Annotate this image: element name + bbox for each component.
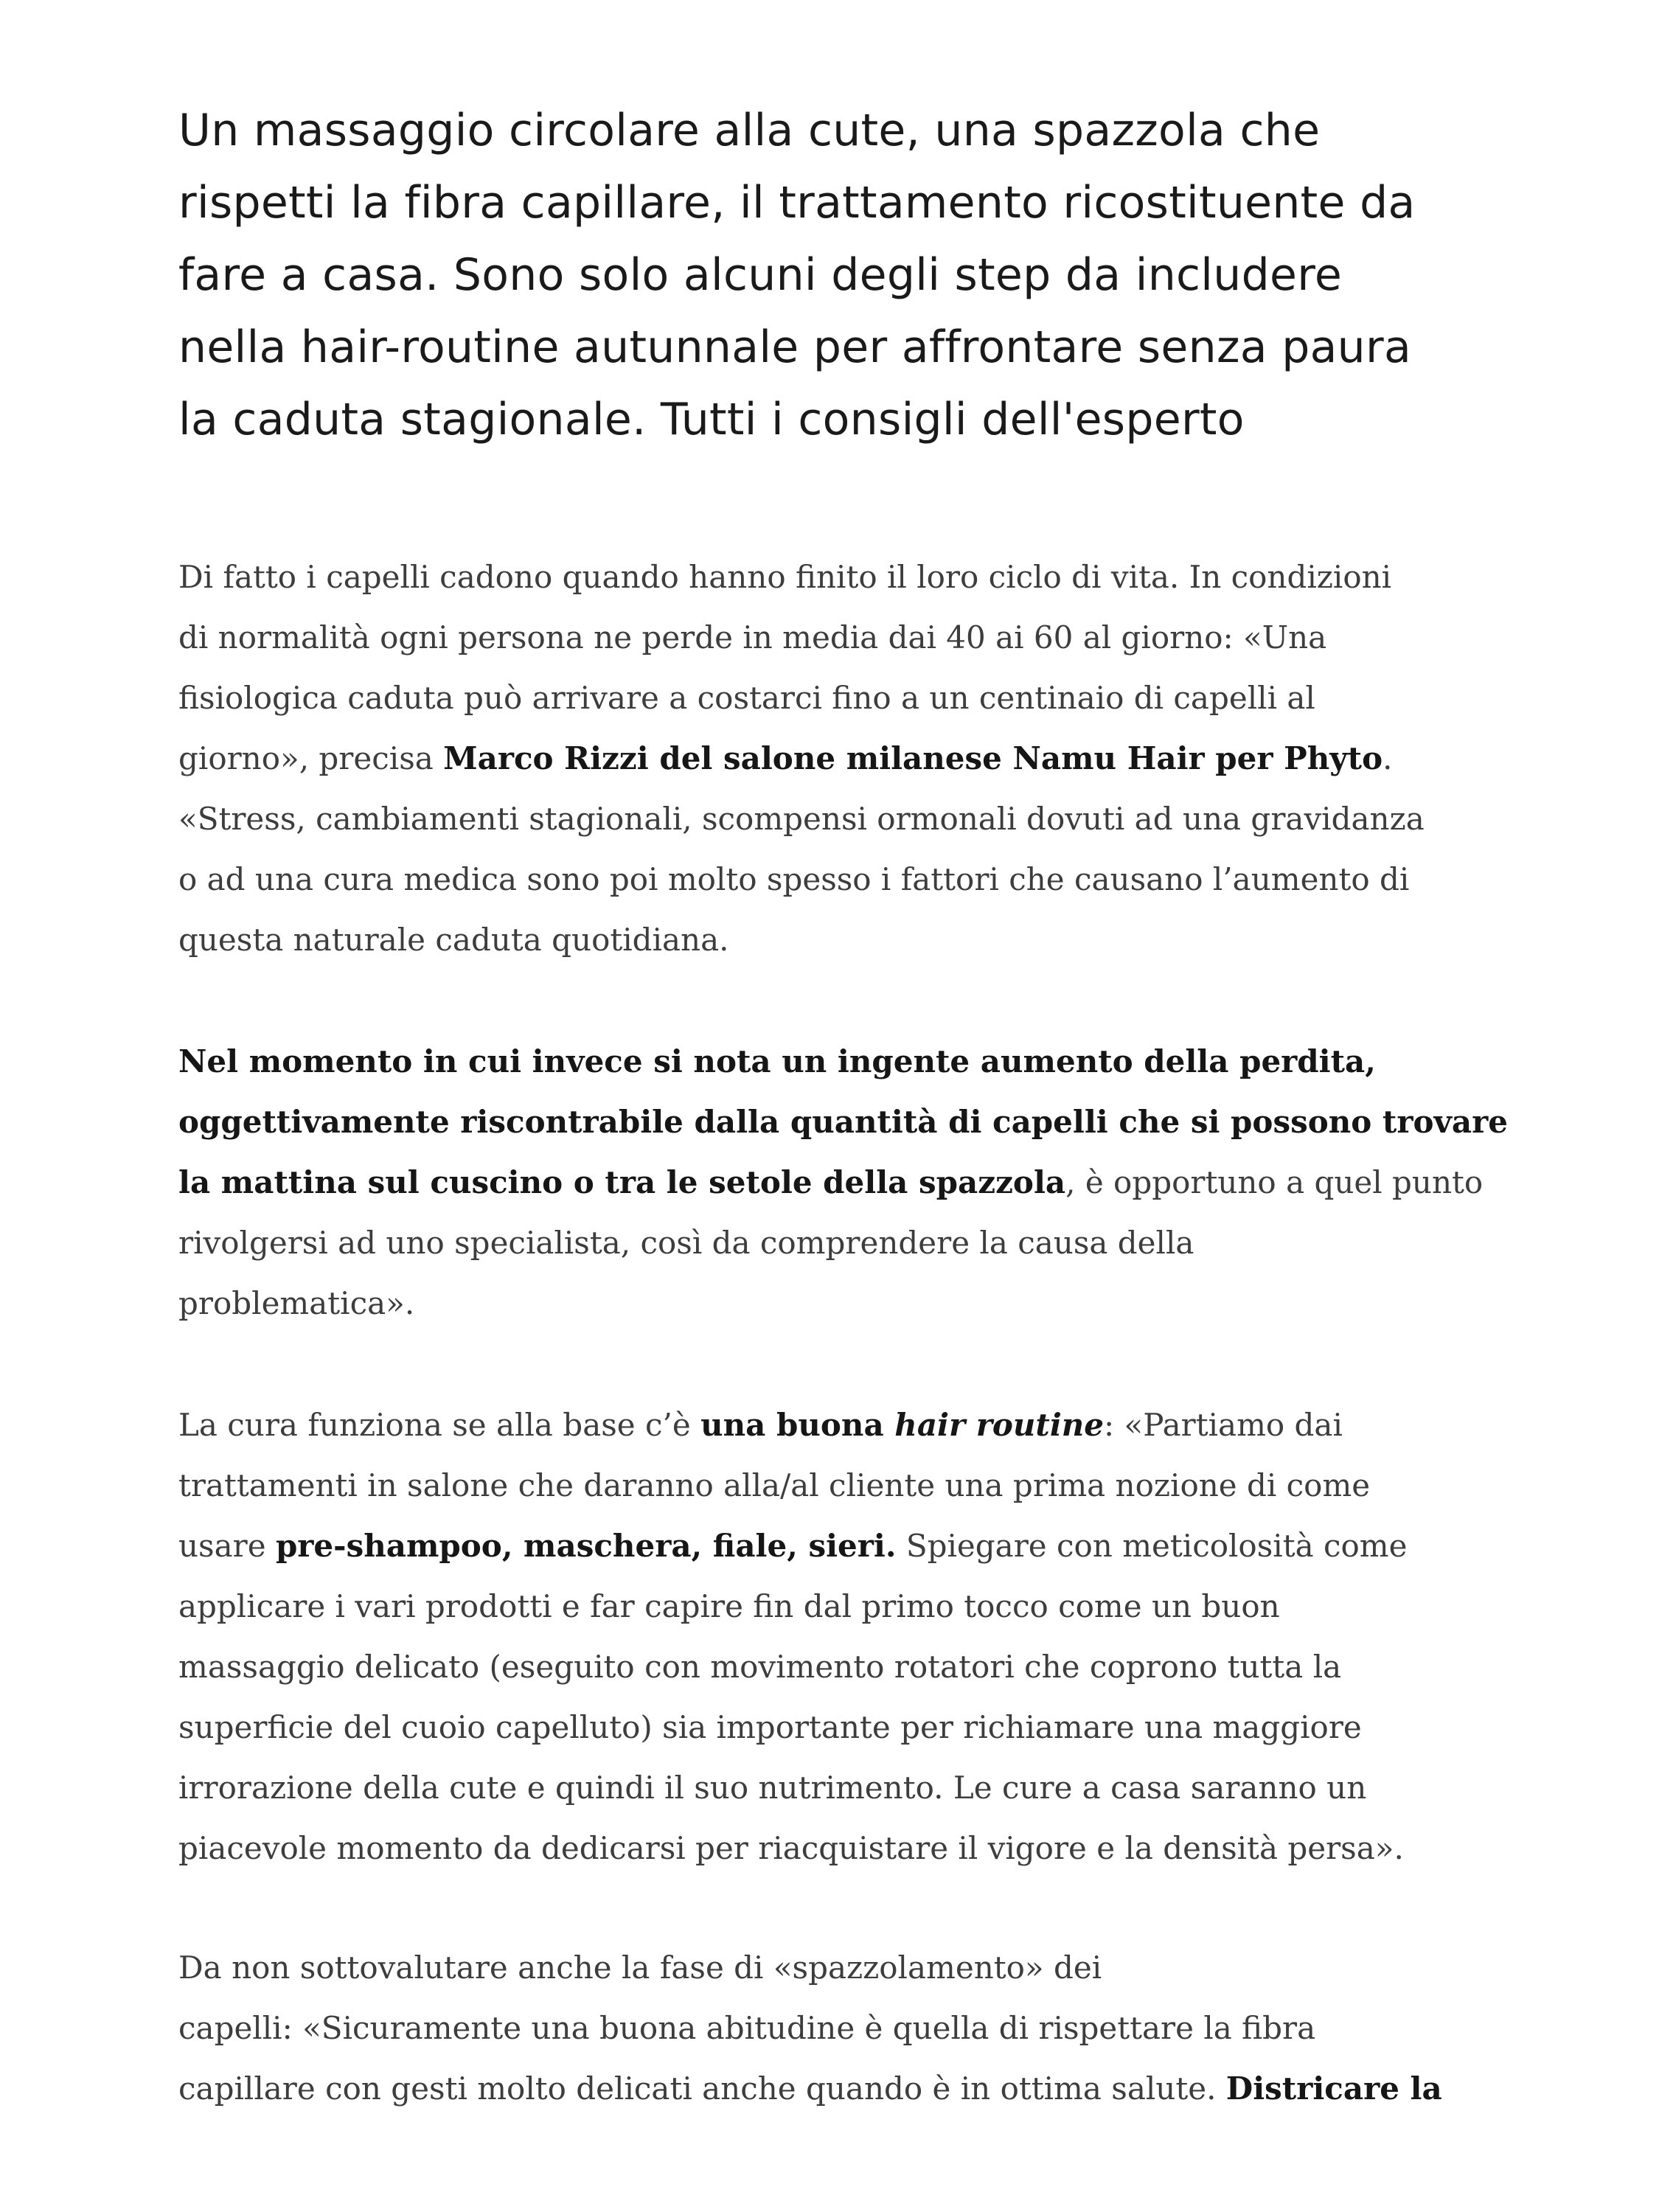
expert-name: Marco Rizzi del salone milanese Namu Hair per Phyto	[443, 740, 1383, 776]
text-line	[178, 1032, 1565, 1092]
lead-line: Un massaggio circolare alla cute, una spazzola che	[178, 105, 1321, 156]
text-run: giorno», precisa	[178, 740, 444, 776]
lead-line: fare a casa. Sono solo alcuni degli step da includere	[178, 249, 1343, 301]
text-line: di normalità ogni persona ne perde in media dai 40 ai 60 al giorno: «Una	[178, 619, 1327, 655]
text-line: Di fatto i capelli cadono quando hanno finito il loro ciclo di vita. In condizioni	[178, 559, 1392, 595]
bold-italic-run: hair routine	[894, 1407, 1105, 1443]
text-line: piacevole momento da dedicarsi per riacquistare il vigore e la densità persa».	[178, 1830, 1404, 1866]
article-lead	[178, 94, 1565, 456]
text-run: .	[1382, 740, 1393, 776]
text-run: , è opportuno a quel punto	[1065, 1164, 1484, 1200]
lead-line: la caduta stagionale. Tutti i consigli dell'esperto	[178, 394, 1245, 445]
lead-line: nella hair-routine autunnale per affrontare senza paura	[178, 321, 1412, 373]
text-line	[178, 728, 1565, 789]
bold-text: Districare la	[1225, 2070, 1442, 2107]
text-line	[178, 1395, 1565, 1455]
text-line: Da non sottovalutare anche la fase di «spazzolamento» dei	[178, 1950, 1102, 1986]
bold-text: Nel momento in cui invece si nota un ingente aumento della perdita,	[178, 1043, 1376, 1079]
text-run: : «Partiamo dai	[1104, 1407, 1343, 1443]
paragraph-4	[178, 1938, 1565, 2119]
text-line: «Stress, cambiamenti stagionali, scompensi ormonali dovuti ad una gravidanza	[178, 801, 1425, 837]
bold-text: pre-shampoo, maschera, fiale, sieri.	[275, 1528, 897, 1564]
text-line: questa naturale caduta quotidiana.	[178, 922, 729, 958]
text-line: applicare i vari prodotti e far capire fin dal primo tocco come un buon	[178, 1588, 1280, 1624]
text-line: irrorazione della cute e quindi il suo nutrimento. Le cure a casa saranno un	[178, 1770, 1367, 1806]
text-line	[178, 2059, 1565, 2119]
paragraph-2	[178, 1032, 1565, 1334]
text-line	[178, 1092, 1565, 1152]
text-line: capelli: «Sicuramente una buona abitudine è quella di rispettare la fibra	[178, 2010, 1316, 2046]
text-line	[178, 1152, 1565, 1213]
text-line: o ad una cura medica sono poi molto spesso i fattori che causano l’aumento di	[178, 861, 1410, 897]
text-line: massaggio delicato (eseguito con movimento rotatori che coprono tutta la	[178, 1649, 1342, 1685]
paragraph-1	[178, 547, 1565, 970]
bold-text: oggettivamente riscontrabile dalla quantità di capelli che si possono trovare	[178, 1104, 1508, 1140]
bold-run: una buona	[700, 1407, 895, 1443]
text-line: problematica».	[178, 1285, 415, 1321]
text-run: La cura funziona se alla base c’è	[178, 1407, 701, 1443]
paragraph-3	[178, 1395, 1565, 1879]
bold-text: la mattina sul cuscino o tra le setole della spazzola	[178, 1164, 1066, 1200]
bold-text	[700, 1407, 1104, 1443]
lead-line: rispetti la fibra capillare, il trattamento ricostituente da	[178, 177, 1416, 229]
text-run: capillare con gesti molto delicati anche quando è in ottima salute.	[178, 2070, 1226, 2107]
text-line: trattamenti in salone che daranno alla/al cliente una prima nozione di come	[178, 1467, 1371, 1503]
text-line: fisiologica caduta può arrivare a costarci fino a un centinaio di capelli al	[178, 680, 1315, 716]
text-line: superficie del cuoio capelluto) sia importante per richiamare una maggiore	[178, 1709, 1362, 1745]
text-run: usare	[178, 1528, 276, 1564]
text-line	[178, 1516, 1565, 1576]
text-line: rivolgersi ad uno specialista, così da comprendere la causa della	[178, 1225, 1194, 1261]
text-run: Spiegare con meticolosità come	[896, 1528, 1408, 1564]
